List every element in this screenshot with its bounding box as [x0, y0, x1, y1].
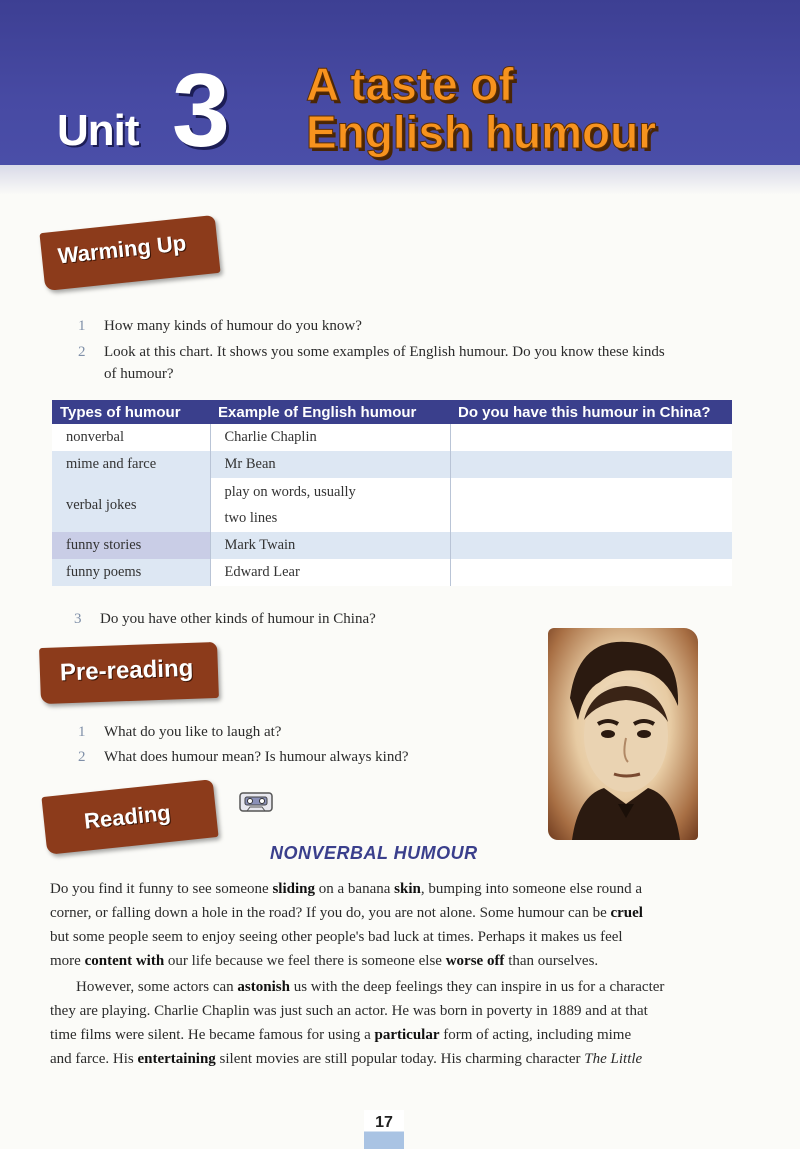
text: on a banana: [315, 881, 395, 897]
italic-title: The Little: [584, 1051, 643, 1067]
vocab-word: astonish: [237, 979, 290, 995]
text-line: [50, 1023, 732, 1047]
warming-question-3: [74, 608, 376, 630]
table-cell-china: [450, 532, 732, 559]
table-header-row: [52, 400, 732, 424]
question-number: 3: [74, 611, 82, 627]
vocab-word: particular: [374, 1027, 440, 1043]
question-text: What does humour mean? Is humour always kind?: [104, 749, 409, 765]
table-row: [52, 424, 732, 451]
vocab-word: sliding: [272, 881, 315, 897]
unit-label: Unit: [57, 106, 139, 155]
table-cell-type: funny poems: [52, 559, 210, 586]
text-line: [50, 1047, 732, 1071]
text: Do you find it funny to see someone: [50, 881, 273, 897]
question-number: 1: [78, 318, 86, 334]
humour-types-table: [52, 400, 732, 586]
text: silent movies are still popular today. His charming character: [215, 1051, 585, 1067]
text: than ourselves.: [504, 953, 599, 969]
table-cell-example-line1: play on words, usually: [224, 484, 356, 500]
question-number: 2: [78, 749, 86, 765]
page-number-box: [364, 1110, 404, 1149]
reading-label: Reading: [82, 799, 172, 834]
vocab-word: skin: [394, 881, 421, 897]
text: form of acting, including mime: [439, 1027, 632, 1043]
unit-number: 3: [172, 53, 230, 169]
table-cell-china: [450, 451, 732, 478]
warming-question-2: [78, 341, 744, 385]
vocab-word: content with: [84, 953, 165, 969]
pre-reading-tag: [39, 642, 219, 704]
table-cell-type: verbal jokes: [52, 478, 210, 532]
text-line: but some people seem to enjoy seeing other people's bad luck at times. Perhaps it makes us feel: [50, 929, 623, 945]
table-header-types: Types of humour: [52, 400, 210, 424]
vocab-word: entertaining: [137, 1051, 216, 1067]
text-line: [50, 949, 732, 973]
table-row: [52, 478, 732, 532]
pre-reading-question-2: [78, 746, 409, 768]
table-cell-type: mime and farce: [52, 451, 210, 478]
question-number: 1: [78, 724, 86, 740]
text-line: [50, 877, 732, 901]
table-row: [52, 532, 732, 559]
table-cell-china: [450, 478, 732, 532]
warming-up-label: Warming Up: [56, 230, 188, 269]
table-cell-example: Mr Bean: [210, 451, 450, 478]
question-text-line2: of humour?: [104, 366, 174, 382]
warming-question-1: [78, 315, 362, 337]
text: more: [50, 953, 85, 969]
text: corner, or falling down a hole in the road? If you do, you are not alone. Some humour can be: [50, 905, 611, 921]
vocab-word: worse off: [445, 953, 505, 969]
table-cell-china: [450, 424, 732, 451]
question-text: How many kinds of humour do you know?: [104, 318, 362, 334]
table-row: [52, 559, 732, 586]
reading-tag: [41, 779, 218, 855]
table-cell-type: funny stories: [52, 532, 210, 559]
text: and farce. His: [50, 1051, 138, 1067]
table-cell-type: nonverbal: [52, 424, 210, 451]
question-text: Do you have other kinds of humour in China?: [100, 611, 376, 627]
charlie-chaplin-photo: [548, 628, 698, 840]
vocab-word: cruel: [610, 905, 643, 921]
pre-reading-question-1: [78, 721, 282, 743]
table-header-china: Do you have this humour in China?: [450, 400, 732, 424]
text-line: [50, 975, 732, 999]
table-cell-example: Mark Twain: [210, 532, 450, 559]
table-cell-example: [210, 478, 450, 532]
unit-title-line1: A taste of: [306, 58, 514, 110]
page-number: 17: [375, 1114, 393, 1131]
text: our life because we feel there is someone else: [164, 953, 446, 969]
text-line: they are playing. Charlie Chaplin was just such an actor. He was born in poverty in 1889 and at that: [50, 1003, 648, 1019]
table-row: [52, 451, 732, 478]
portrait-drawing: [548, 628, 698, 840]
table-header-example: Example of English humour: [210, 400, 450, 424]
reading-heading: NONVERBAL HUMOUR: [270, 843, 478, 863]
table-cell-example-line2: two lines: [224, 510, 278, 526]
pre-reading-label: Pre-reading: [59, 654, 194, 687]
reading-paragraph-2: [50, 975, 732, 1071]
table-cell-china: [450, 559, 732, 586]
text: However, some actors can: [76, 979, 238, 995]
table-cell-example: Edward Lear: [210, 559, 450, 586]
question-text-line1: Look at this chart. It shows you some examples of English humour. Do you know these kinds: [104, 344, 665, 360]
text-line: [50, 901, 732, 925]
text: time films were silent. He became famous for using a: [50, 1027, 375, 1043]
unit-title-line2: English humour: [306, 106, 657, 158]
banner-fade: [0, 165, 800, 195]
warming-up-tag: [39, 215, 220, 291]
question-number: 2: [78, 344, 86, 360]
question-text: What do you like to laugh at?: [104, 724, 282, 740]
cassette-icon[interactable]: [238, 790, 274, 814]
text: , bumping into someone else round a: [420, 881, 643, 897]
unit-title: [306, 60, 656, 156]
table-cell-example: Charlie Chaplin: [210, 424, 450, 451]
text: us with the deep feelings they can inspire in us for a character: [289, 979, 665, 995]
reading-paragraph-1: [50, 877, 732, 973]
